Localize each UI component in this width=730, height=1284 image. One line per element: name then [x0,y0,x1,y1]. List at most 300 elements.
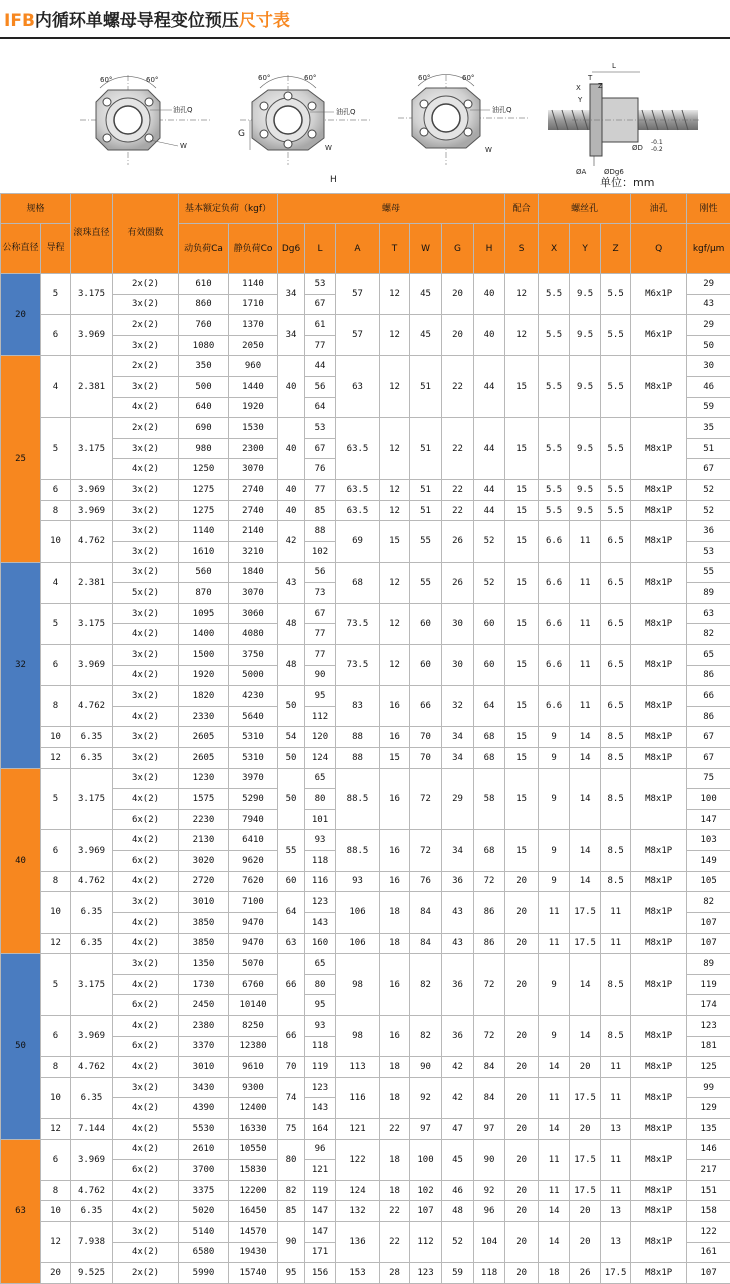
cell-ball-diameter: 6.35 [71,1201,113,1222]
cell-dynamic-load: 2605 [179,748,229,769]
cell-g: 46 [442,1180,474,1201]
cell-h: 104 [474,1222,505,1263]
cell-a: 124 [336,1180,380,1201]
cell-ball-diameter: 6.35 [71,748,113,769]
cell-static-load: 3210 [229,541,278,562]
cell-y: 14 [570,830,601,871]
cell-a: 88.5 [336,768,380,830]
cell-rigidity: 99 [687,1077,730,1098]
cell-static-load: 10550 [229,1139,278,1160]
cell-s: 15 [505,768,539,830]
cell-dynamic-load: 5020 [179,1201,229,1222]
cell-rigidity: 119 [687,974,730,995]
cell-t: 12 [380,562,410,603]
cell-w: 45 [410,315,442,356]
cell-turns: 6x(2) [113,995,179,1016]
cell-h: 40 [474,274,505,315]
cell-w: 51 [410,418,442,480]
cell-q: M8x1P [631,1077,687,1118]
cell-q: M8x1P [631,521,687,562]
cell-x: 11 [539,1139,570,1180]
angle-label: 60° [146,76,158,84]
header-q: Q [631,224,687,274]
cell-ball-diameter: 3.969 [71,1139,113,1180]
cell-dynamic-load: 1095 [179,603,229,624]
table-row [1,1139,730,1160]
cell-turns: 3x(2) [113,294,179,315]
cell-nominal-diameter: 40 [1,768,41,953]
cell-static-load: 19430 [229,1242,278,1263]
table-row [1,1180,730,1201]
cell-turns: 4x(2) [113,459,179,480]
table-row [1,933,730,954]
cell-lead: 6 [41,1139,71,1180]
angle-label: 60° [304,74,316,82]
cell-q: M8x1P [631,768,687,830]
cell-g: 34 [442,830,474,871]
cell-static-load: 1530 [229,418,278,439]
cell-t: 22 [380,1222,410,1263]
cell-dg6: 50 [278,686,305,727]
cell-rigidity: 174 [687,995,730,1016]
cell-a: 116 [336,1077,380,1118]
cell-rigidity: 63 [687,603,730,624]
cell-x: 9 [539,768,570,830]
cell-static-load: 3970 [229,768,278,789]
cell-static-load: 3070 [229,459,278,480]
cell-turns: 3x(2) [113,748,179,769]
cell-rigidity: 86 [687,665,730,686]
cell-lead: 12 [41,1118,71,1139]
cell-q: M8x1P [631,1222,687,1263]
table-row [1,480,730,501]
cell-h: 40 [474,315,505,356]
cell-rigidity: 161 [687,1242,730,1263]
cell-dynamic-load: 2230 [179,809,229,830]
table-row [1,315,730,336]
cell-l: 171 [305,1242,336,1263]
cell-l: 102 [305,541,336,562]
cell-turns: 4x(2) [113,665,179,686]
cell-y: 20 [570,1222,601,1263]
cell-s: 20 [505,1077,539,1118]
cell-z: 6.5 [601,521,631,562]
cell-lead: 4 [41,356,71,418]
cell-ball-diameter: 6.35 [71,933,113,954]
cell-dynamic-load: 3010 [179,892,229,913]
cell-z: 6.5 [601,603,631,644]
cell-x: 5.5 [539,500,570,521]
cell-w: 84 [410,892,442,933]
cell-t: 18 [380,933,410,954]
cell-static-load: 2050 [229,335,278,356]
cell-a: 73.5 [336,603,380,644]
cell-h: 60 [474,644,505,685]
cell-l: 147 [305,1222,336,1243]
cell-lead: 12 [41,748,71,769]
cell-a: 63.5 [336,418,380,480]
cell-rigidity: 103 [687,830,730,851]
cell-s: 20 [505,892,539,933]
cell-a: 83 [336,686,380,727]
cell-rigidity: 100 [687,789,730,810]
cell-rigidity: 107 [687,933,730,954]
header-x: X [539,224,570,274]
cell-t: 16 [380,954,410,1016]
cell-z: 8.5 [601,768,631,830]
cell-turns: 3x(2) [113,1077,179,1098]
cell-dynamic-load: 3375 [179,1180,229,1201]
cell-x: 5.5 [539,480,570,501]
oil-hole-label: 油孔Q [173,105,193,114]
cell-y: 14 [570,727,601,748]
cell-static-load: 15830 [229,1160,278,1181]
cell-dynamic-load: 1250 [179,459,229,480]
cell-g: 36 [442,954,474,1016]
cell-t: 18 [380,892,410,933]
cell-h: 44 [474,418,505,480]
cell-lead: 20 [41,1263,71,1284]
header-t: T [380,224,410,274]
cell-a: 68 [336,562,380,603]
cell-dg6: 82 [278,1180,305,1201]
cell-x: 14 [539,1201,570,1222]
cell-dg6: 66 [278,1015,305,1056]
table-row [1,1201,730,1222]
cell-lead: 12 [41,933,71,954]
cell-l: 77 [305,644,336,665]
cell-s: 15 [505,356,539,418]
cell-h: 86 [474,892,505,933]
cell-h: 90 [474,1139,505,1180]
cell-t: 22 [380,1118,410,1139]
cell-l: 56 [305,562,336,583]
cell-lead: 10 [41,1201,71,1222]
nut-side-view [548,62,700,176]
cell-lead: 10 [41,892,71,933]
cell-s: 12 [505,315,539,356]
cell-lead: 5 [41,954,71,1016]
cell-l: 53 [305,274,336,295]
cell-turns: 2x(2) [113,1263,179,1284]
cell-turns: 4x(2) [113,1139,179,1160]
cell-h: 68 [474,727,505,748]
cell-nominal-diameter: 32 [1,562,41,768]
cell-dg6: 60 [278,871,305,892]
cell-s: 15 [505,562,539,603]
cell-dynamic-load: 1610 [179,541,229,562]
header-g: G [442,224,474,274]
cell-l: 76 [305,459,336,480]
cell-x: 9 [539,830,570,871]
header-oil-hole: 油孔 [631,194,687,224]
cell-static-load: 1920 [229,397,278,418]
cell-a: 63 [336,356,380,418]
cell-dg6: 55 [278,830,305,871]
cell-turns: 3x(2) [113,1222,179,1243]
cell-l: 143 [305,1098,336,1119]
cell-g: 22 [442,480,474,501]
table-row [1,830,730,851]
cell-rigidity: 50 [687,335,730,356]
cell-dg6: 74 [278,1077,305,1118]
cell-dynamic-load: 3850 [179,912,229,933]
cell-s: 20 [505,871,539,892]
t-label: T [587,74,593,82]
cell-rigidity: 105 [687,871,730,892]
cell-w: 102 [410,1180,442,1201]
cell-dynamic-load: 500 [179,377,229,398]
cell-y: 9.5 [570,315,601,356]
cell-q: M8x1P [631,500,687,521]
cell-t: 18 [380,1180,410,1201]
cell-l: 93 [305,1015,336,1036]
cell-y: 14 [570,871,601,892]
cell-lead: 10 [41,521,71,562]
cell-a: 63.5 [336,500,380,521]
cell-lead: 4 [41,562,71,603]
cell-l: 73 [305,583,336,604]
cell-ball-diameter: 2.381 [71,356,113,418]
cell-y: 11 [570,603,601,644]
cell-turns: 3x(2) [113,954,179,975]
cell-rigidity: 149 [687,851,730,872]
cell-l: 124 [305,748,336,769]
cell-rigidity: 82 [687,892,730,913]
cell-w: 82 [410,1015,442,1056]
cell-rigidity: 107 [687,912,730,933]
cell-y: 17.5 [570,892,601,933]
cell-dynamic-load: 1820 [179,686,229,707]
cell-t: 16 [380,686,410,727]
cell-g: 42 [442,1057,474,1078]
cell-h: 72 [474,871,505,892]
cell-dynamic-load: 1575 [179,789,229,810]
header-nominal-diameter: 公称直径 [1,224,41,274]
header-dynamic-load: 动负荷Ca [179,224,229,274]
cell-z: 8.5 [601,830,631,871]
cell-q: M8x1P [631,603,687,644]
cell-g: 59 [442,1263,474,1284]
cell-h: 58 [474,768,505,830]
angle-label: 60° [100,76,112,84]
cell-t: 12 [380,418,410,480]
cell-w: 45 [410,274,442,315]
cell-h: 44 [474,500,505,521]
cell-q: M8x1P [631,418,687,480]
cell-y: 17.5 [570,1180,601,1201]
cell-ball-diameter: 3.175 [71,274,113,315]
cell-lead: 6 [41,644,71,685]
cell-z: 13 [601,1118,631,1139]
cell-a: 136 [336,1222,380,1263]
cell-turns: 4x(2) [113,1057,179,1078]
cell-q: M8x1P [631,686,687,727]
cell-ball-diameter: 6.35 [71,727,113,748]
cell-dg6: 85 [278,1201,305,1222]
flange-front-view-3 [398,74,530,165]
cell-rigidity: 51 [687,438,730,459]
cell-x: 9 [539,1015,570,1056]
cell-lead: 12 [41,1222,71,1263]
cell-t: 12 [380,356,410,418]
cell-x: 6.6 [539,644,570,685]
cell-a: 88 [336,727,380,748]
cell-a: 88.5 [336,830,380,871]
cell-dynamic-load: 980 [179,438,229,459]
cell-s: 20 [505,1263,539,1284]
cell-nominal-diameter: 20 [1,274,41,356]
cell-static-load: 5310 [229,748,278,769]
cell-ball-diameter: 7.938 [71,1222,113,1263]
cell-q: M8x1P [631,748,687,769]
cell-l: 123 [305,892,336,913]
cell-static-load: 5000 [229,665,278,686]
cell-g: 36 [442,1015,474,1056]
cell-w: 72 [410,768,442,830]
cell-dg6: 42 [278,521,305,562]
cell-x: 9 [539,954,570,1016]
cell-l: 119 [305,1180,336,1201]
cell-g: 22 [442,500,474,521]
cell-turns: 3x(2) [113,480,179,501]
cell-static-load: 7100 [229,892,278,913]
cell-a: 153 [336,1263,380,1284]
cell-g: 34 [442,748,474,769]
cell-dg6: 40 [278,500,305,521]
cell-a: 63.5 [336,480,380,501]
cell-rigidity: 67 [687,459,730,480]
cell-a: 57 [336,315,380,356]
cell-w: 55 [410,562,442,603]
cell-turns: 4x(2) [113,1242,179,1263]
cell-ball-diameter: 3.969 [71,830,113,871]
cell-x: 9 [539,727,570,748]
x-label: X [576,84,581,92]
cell-turns: 3x(2) [113,892,179,913]
cell-dg6: 70 [278,1057,305,1078]
cell-w: 55 [410,521,442,562]
cell-l: 121 [305,1160,336,1181]
cell-y: 20 [570,1118,601,1139]
header-rigidity: 刚性 [687,194,730,224]
table-row [1,1077,730,1098]
cell-q: M8x1P [631,1201,687,1222]
cell-t: 15 [380,521,410,562]
cell-h: 44 [474,356,505,418]
cell-static-load: 8250 [229,1015,278,1036]
cell-l: 56 [305,377,336,398]
cell-q: M8x1P [631,1057,687,1078]
cell-t: 12 [380,500,410,521]
cell-g: 48 [442,1201,474,1222]
cell-static-load: 4080 [229,624,278,645]
cell-z: 8.5 [601,954,631,1016]
cell-g: 26 [442,521,474,562]
cell-y: 14 [570,1015,601,1056]
cell-h: 84 [474,1077,505,1118]
cell-s: 20 [505,1222,539,1263]
z-label: Z [598,82,603,90]
dim-dg6-label: ØDg6 [604,168,624,176]
cell-a: 122 [336,1139,380,1180]
cell-dynamic-load: 1140 [179,521,229,542]
cell-static-load: 16450 [229,1201,278,1222]
cell-ball-diameter: 2.381 [71,562,113,603]
cell-static-load: 5310 [229,727,278,748]
cell-s: 15 [505,727,539,748]
cell-s: 15 [505,480,539,501]
cell-h: 92 [474,1180,505,1201]
cell-static-load: 5640 [229,706,278,727]
table-row [1,748,730,769]
cell-dynamic-load: 1275 [179,500,229,521]
cell-dynamic-load: 6580 [179,1242,229,1263]
cell-z: 6.5 [601,644,631,685]
cell-l: 93 [305,830,336,851]
cell-z: 11 [601,892,631,933]
table-row [1,500,730,521]
cell-a: 113 [336,1057,380,1078]
cell-lead: 8 [41,500,71,521]
title-description: 内循环单螺母导程变位预压 [35,11,239,31]
cell-q: M8x1P [631,1015,687,1056]
cell-dg6: 50 [278,768,305,830]
cell-lead: 5 [41,274,71,315]
cell-rigidity: 217 [687,1160,730,1181]
cell-h: 96 [474,1201,505,1222]
cell-static-load: 15740 [229,1263,278,1284]
cell-dynamic-load: 3850 [179,933,229,954]
cell-w: 97 [410,1118,442,1139]
cell-a: 69 [336,521,380,562]
flange-front-view-1 [80,75,210,165]
cell-x: 11 [539,933,570,954]
cell-l: 160 [305,933,336,954]
cell-g: 29 [442,768,474,830]
cell-l: 44 [305,356,336,377]
angle-label: 60° [418,74,430,82]
cell-a: 98 [336,954,380,1016]
cell-ball-diameter: 6.35 [71,1077,113,1118]
cell-turns: 3x(2) [113,335,179,356]
cell-s: 20 [505,1139,539,1180]
table-row [1,1222,730,1243]
cell-turns: 3x(2) [113,768,179,789]
cell-x: 5.5 [539,274,570,315]
cell-rigidity: 29 [687,274,730,295]
cell-l: 77 [305,335,336,356]
cell-dynamic-load: 1920 [179,665,229,686]
cell-z: 5.5 [601,500,631,521]
cell-g: 32 [442,686,474,727]
cell-w: 107 [410,1201,442,1222]
cell-dynamic-load: 870 [179,583,229,604]
cell-z: 5.5 [601,418,631,480]
cell-dg6: 64 [278,892,305,933]
cell-turns: 2x(2) [113,274,179,295]
cell-q: M8x1P [631,727,687,748]
cell-static-load: 9620 [229,851,278,872]
cell-z: 13 [601,1222,631,1263]
cell-ball-diameter: 7.144 [71,1118,113,1139]
cell-static-load: 9300 [229,1077,278,1098]
cell-l: 96 [305,1139,336,1160]
cell-l: 123 [305,1077,336,1098]
cell-dynamic-load: 5530 [179,1118,229,1139]
cell-rigidity: 123 [687,1015,730,1036]
cell-x: 5.5 [539,356,570,418]
